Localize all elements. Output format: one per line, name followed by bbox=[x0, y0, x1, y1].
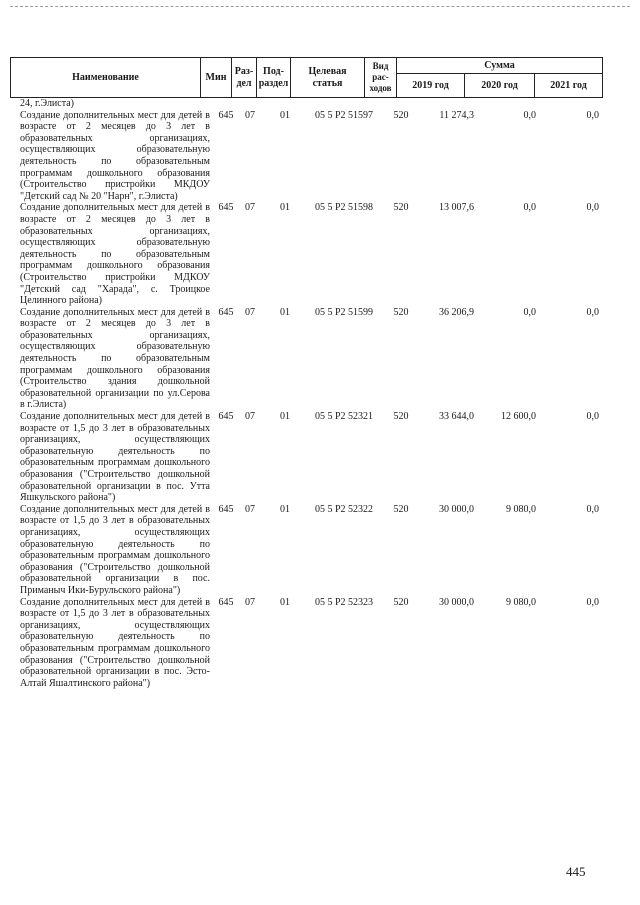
vid-rashodov-cell: 520 bbox=[393, 109, 409, 121]
row-name-cell: Создание дополнительных мест для детей в возрасте от 1,5 до 3 лет в образовательных организациях, осуществляющих образовательную деятельность по образовательным программам дошкольного образования ("Строительство дошкольной образовательной организации в пос. Эсто-Алтай Яшалтинского района") bbox=[20, 596, 210, 689]
row-name-cell: Создание дополнительных мест для детей в возрасте от 2 месяцев до 3 лет в образовательных организациях, осуществляющих образовательную деятельность по образовательным программам дошкольного образования (Строительство пристройки МДКОУ "Детский сад "Харада", с. Троицкое Целинного района) bbox=[20, 202, 210, 307]
sum-2019-cell: 13 007,6 bbox=[439, 202, 474, 214]
col-header-summa: Сумма bbox=[397, 58, 603, 74]
sum-2019-cell: 11 274,3 bbox=[439, 109, 474, 121]
sum-2021-cell: 0,0 bbox=[586, 411, 599, 423]
vid-rashodov-cell: 520 bbox=[393, 202, 409, 214]
table-header bbox=[10, 57, 603, 98]
podrazdel-cell: 01 bbox=[280, 596, 290, 608]
table-row bbox=[20, 411, 602, 504]
min-cell: 645 bbox=[218, 109, 234, 121]
col-header-celevaya: Целевая статья bbox=[291, 58, 365, 98]
podrazdel-cell: 01 bbox=[280, 411, 290, 423]
table-row bbox=[20, 504, 602, 597]
vid-rashodov-cell: 520 bbox=[393, 503, 409, 515]
min-cell: 645 bbox=[218, 503, 234, 515]
col-header-2021: 2021 год bbox=[535, 74, 603, 98]
razdel-cell: 07 bbox=[245, 109, 255, 121]
col-header-name: Наименование bbox=[11, 58, 201, 98]
sum-2020-cell: 12 600,0 bbox=[501, 411, 536, 423]
row-name-cell: Создание дополнительных мест для детей в возрасте от 2 месяцев до 3 лет в образовательных организациях, осуществляющих образовательную деятельность по образовательным программам дошкольного образования (Строительство пристройки МКДОУ "Детский сад № 20 "Нарн", г.Элиста) bbox=[20, 109, 210, 202]
table-row bbox=[20, 202, 602, 306]
sum-2021-cell: 0,0 bbox=[586, 306, 599, 318]
sum-2020-cell: 9 080,0 bbox=[506, 503, 536, 515]
col-header-razdel: Раз- дел bbox=[232, 58, 257, 98]
razdel-cell: 07 bbox=[245, 306, 255, 318]
sum-2020-cell: 9 080,0 bbox=[506, 596, 536, 608]
sum-2019-cell: 33 644,0 bbox=[439, 411, 474, 423]
min-cell: 645 bbox=[218, 596, 234, 608]
col-header-vid: Вид рас- ходов bbox=[365, 58, 397, 98]
sum-2021-cell: 0,0 bbox=[586, 202, 599, 214]
col-header-podrazdel: Под- раздел bbox=[257, 58, 291, 98]
vid-rashodov-cell: 520 bbox=[393, 411, 409, 423]
table-body bbox=[20, 98, 602, 689]
podrazdel-cell: 01 bbox=[280, 503, 290, 515]
sum-2019-cell: 30 000,0 bbox=[439, 596, 474, 608]
sum-2021-cell: 0,0 bbox=[586, 596, 599, 608]
col-header-min: Мин bbox=[201, 58, 232, 98]
row-name-cell: Создание дополнительных мест для детей в возрасте от 1,5 до 3 лет в образовательных организациях, осуществляющих образовательную деятельность по образовательным программам дошкольного образования ("Строительство дошкольной образовательной организации в пос. Утта Яшкульского района") bbox=[20, 411, 210, 504]
row-name-cell: Создание дополнительных мест для детей в возрасте от 1,5 до 3 лет в образовательных организациях, осуществляющих образовательную деятельность по образовательным программам дошкольного образования ("Строительство дошкольной образовательной организации в пос. Приманыч Ики-Бурульского района") bbox=[20, 503, 210, 596]
row-name-cell: Создание дополнительных мест для детей в возрасте от 2 месяцев до 3 лет в образовательных организациях, осуществляющих образовательную деятельность по образовательным программам дошкольного образования (Строительство здания дошкольной образовательной организации по ул.Серова в г.Элиста) bbox=[20, 306, 210, 411]
podrazdel-cell: 01 bbox=[280, 306, 290, 318]
celevaya-statya-cell: 05 5 Р2 52322 bbox=[314, 503, 374, 515]
vid-rashodov-cell: 520 bbox=[393, 306, 409, 318]
sum-2019-cell: 36 206,9 bbox=[439, 306, 474, 318]
razdel-cell: 07 bbox=[245, 596, 255, 608]
scan-top-edge bbox=[10, 6, 630, 7]
min-cell: 645 bbox=[218, 411, 234, 423]
sum-2020-cell: 0,0 bbox=[523, 109, 536, 121]
sum-2020-cell: 0,0 bbox=[523, 306, 536, 318]
sum-2019-cell: 30 000,0 bbox=[439, 503, 474, 515]
table-row bbox=[20, 110, 602, 203]
sum-2021-cell: 0,0 bbox=[586, 503, 599, 515]
razdel-cell: 07 bbox=[245, 202, 255, 214]
continuation-text: 24, г.Элиста) bbox=[20, 98, 74, 109]
table-row bbox=[20, 307, 602, 411]
col-header-2019: 2019 год bbox=[397, 74, 465, 98]
sum-2021-cell: 0,0 bbox=[586, 109, 599, 121]
celevaya-statya-cell: 05 5 Р2 51598 bbox=[314, 202, 374, 214]
page-number: 445 bbox=[566, 864, 586, 879]
celevaya-statya-cell: 05 5 Р2 51599 bbox=[314, 306, 374, 318]
col-header-2020: 2020 год bbox=[465, 74, 535, 98]
celevaya-statya-cell: 05 5 Р2 52323 bbox=[314, 596, 374, 608]
min-cell: 645 bbox=[218, 306, 234, 318]
celevaya-statya-cell: 05 5 Р2 52321 bbox=[314, 411, 374, 423]
podrazdel-cell: 01 bbox=[280, 202, 290, 214]
table-row bbox=[20, 597, 602, 690]
min-cell: 645 bbox=[218, 202, 234, 214]
podrazdel-cell: 01 bbox=[280, 109, 290, 121]
celevaya-statya-cell: 05 5 Р2 51597 bbox=[314, 109, 374, 121]
vid-rashodov-cell: 520 bbox=[393, 596, 409, 608]
razdel-cell: 07 bbox=[245, 503, 255, 515]
sum-2020-cell: 0,0 bbox=[523, 202, 536, 214]
razdel-cell: 07 bbox=[245, 411, 255, 423]
